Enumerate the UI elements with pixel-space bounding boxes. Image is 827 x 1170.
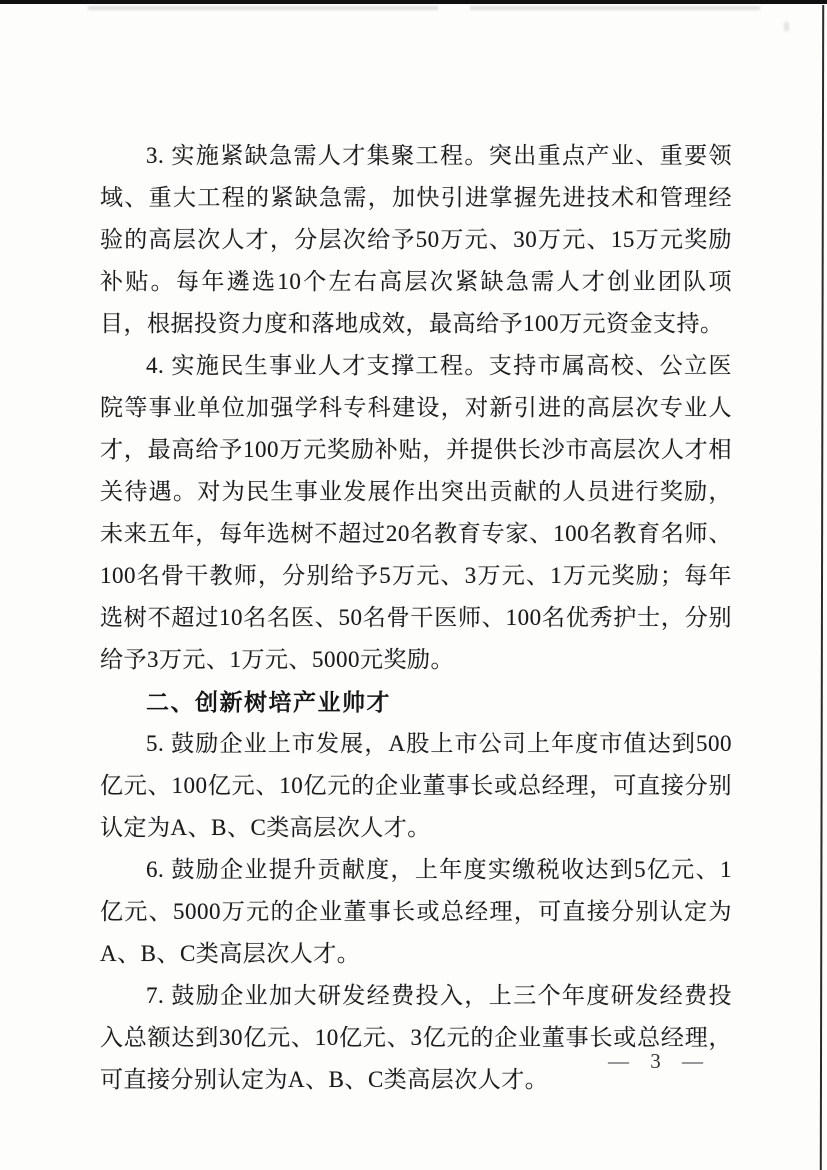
paragraph-item-3: 3. 实施紧缺急需人才集聚工程。突出重点产业、重要领域、重大工程的紧缺急需，加快引进掌握先进技术和管理经验的高层次人才，分层次给予50万元、30万元、15万元奖励补贴。每年遴选10个左右高层次紧缺急需人才创业团队项目，根据投资力度和落地成效，最高给予100万元资金支持。 <box>100 143 732 336</box>
scan-noise-speck <box>784 22 789 31</box>
paragraph-item-7: 7. 鼓励企业加大研发经费投入，上三个年度研发经费投入总额达到30亿元、10亿元、3亿元的企业董事长或总经理，可直接分别认定为A、B、C类高层次人才。 <box>100 983 732 1092</box>
document-body <box>100 135 732 1101</box>
page-number: — 3 — <box>608 1049 706 1073</box>
scan-artifact-right-line <box>820 5 824 1170</box>
scan-noise-smudge <box>88 6 438 10</box>
scan-noise-smudge <box>470 6 760 10</box>
paragraph-item-6: 6. 鼓励企业提升贡献度，上年度实缴税收达到5亿元、1亿元、5000万元的企业董事长或总经理，可直接分别认定为A、B、C类高层次人才。 <box>100 857 732 966</box>
section-heading-2: 二、创新树培产业帅才 <box>146 689 391 715</box>
paragraph-item-5: 5. 鼓励企业上市发展，A股上市公司上年度市值达到500亿元、100亿元、10亿元的企业董事长或总经理，可直接分别认定为A、B、C类高层次人才。 <box>100 731 732 840</box>
paragraph-item-4: 4. 实施民生事业人才支撑工程。支持市属高校、公立医院等事业单位加强学科专科建设，对新引进的高层次专业人才，最高给予100万元奖励补贴，并提供长沙市高层次人才相关待遇。对为民生事业发展作出突出贡献的人员进行奖励，未来五年，每年选树不超过20名教育专家、100名教育名师、100名骨干教师，分别给予5万元、3万元、1万元奖励；每年选树不超过10名名医、50名骨干医师、100名优秀护士，分别给予3万元、1万元、5000元奖励。 <box>100 353 732 672</box>
scan-artifact-top-edge <box>0 0 827 4</box>
